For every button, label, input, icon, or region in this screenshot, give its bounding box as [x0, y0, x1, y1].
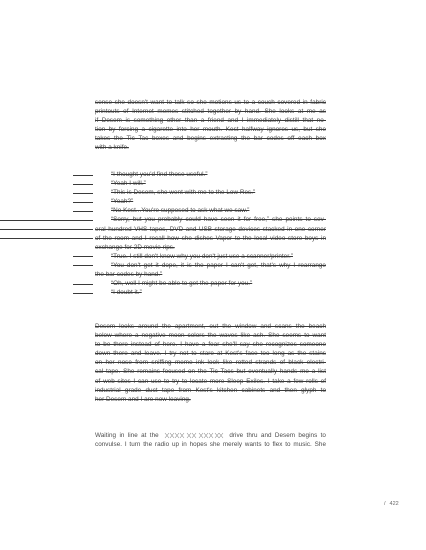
dialogue-line: “I thought you'd find those useful.” — [95, 170, 326, 179]
strike-rule — [0, 220, 93, 221]
dialogue-line: eral hundred VHS tapes, DVD and USB storage devices stacked in one corner — [95, 225, 326, 234]
strike-rule — [73, 293, 93, 294]
text-line: takes the Tic Tac boxes and begins extracting the bar codes off each box — [95, 135, 326, 143]
text-line: on her nose from sniffing meme ink look like rotted strands of black electri- — [95, 359, 326, 367]
text-line: convulse. I turn the radio up in hopes she merely wants to flex to music. She — [95, 441, 326, 449]
dialogue-line: of the room and I recall how she dishes Vapor to the local video store boys in — [95, 234, 326, 243]
text-line: her Desem and I are now leaving. — [95, 395, 191, 403]
text-line: down there and leave. I try not to stare at Kest's face too long as the stains — [95, 350, 326, 358]
text-line: tion by forcing a cigarette into her mouth. Kest halfway ignores us, but she — [95, 126, 326, 134]
dialogue-line: “No Kest...You're supposed to ask what we saw.” — [95, 206, 326, 215]
strike-rule — [73, 211, 93, 212]
text-line: cal tape. She remains focused on the Tic Tacs but eventually hands me a list — [95, 368, 326, 376]
redacted-glyphs-icon — [164, 432, 224, 439]
strike-rule — [73, 184, 93, 185]
paragraph-beach — [95, 322, 326, 404]
dialogue-block — [95, 170, 326, 297]
text-line: printouts of Internet memes stitched together by hand. She looks at me as — [95, 108, 326, 116]
paragraph-drive-thru — [95, 431, 326, 449]
folio-slash: / — [384, 501, 386, 507]
dialogue-line: “Yeah?” — [95, 197, 326, 206]
text-line: sense she doesn't want to talk so she motions us to a couch covered in fabric — [95, 99, 326, 106]
text-line: Waiting in line at the drive thru and Desem begins to — [95, 432, 326, 439]
strike-rule — [73, 265, 93, 266]
dialogue-line: “True. I still don't know why you don't just use a scanner/printer.” — [95, 252, 326, 261]
dialogue-line: “Yeah I will.” — [95, 179, 326, 188]
strike-rule — [73, 284, 93, 285]
strike-rule — [73, 202, 93, 203]
strike-rule — [0, 229, 93, 230]
text-line: Desem looks around the apartment, out the window and scans the beach — [95, 323, 326, 330]
text-line: to be there instead of here. I have a fear she'll say she recognizes someone — [95, 341, 326, 349]
text-line: industrial grade duct tape from Kest's kitchen cabinets and then glyph to — [95, 386, 326, 394]
text-line: of web sites I can use to try to locate more Sleep Exiles. I take a few rolls of — [95, 377, 326, 385]
text-line: with a knife. — [95, 144, 129, 152]
strike-rule — [73, 175, 93, 176]
dialogue-line: “You don't get it dope, it is the paper I can't get, that's why I rearrange — [95, 261, 326, 270]
dialogue-line: the bar codes by hand.” — [95, 271, 163, 279]
paragraph-apartment — [95, 98, 326, 153]
folio-number: 422 — [389, 501, 399, 507]
strike-rule — [0, 238, 93, 239]
strike-rule — [73, 256, 93, 257]
dialogue-line: “Oh, well I might be able to get the paper for you.” — [95, 279, 326, 288]
dialogue-line: “I doubt it.” — [95, 288, 326, 297]
dialogue-line: “This is Desem, she went with me to the Low Res.” — [95, 188, 326, 197]
dialogue-line: “Sorry, but you probably could have seen it for free,” she points to sev- — [95, 215, 326, 224]
dialogue-line: exchange for 2D movie rips. — [95, 243, 175, 251]
strike-rule — [73, 193, 93, 194]
text-line: below where a negative moon colors the waves like ash. She seems to want — [95, 332, 326, 340]
text-line: if Desem is something other than a friend and I immediately distill that no- — [95, 117, 326, 125]
page-number — [384, 501, 399, 507]
